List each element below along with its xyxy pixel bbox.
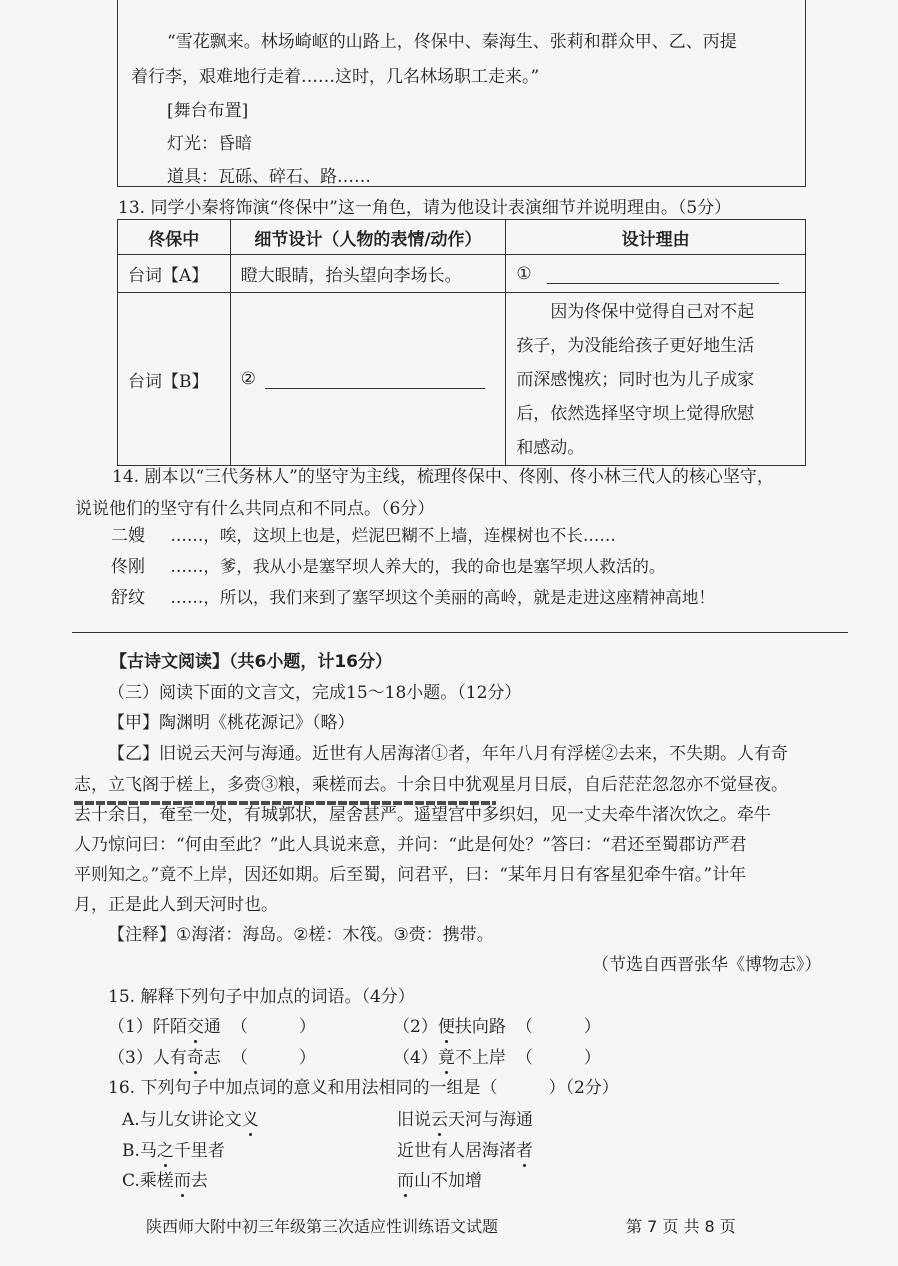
item-text: 志: [203, 1048, 221, 1068]
dotted-word: 而: [173, 1171, 191, 1191]
q14-prompt-line1: 14. 剧本以“三代务林人”的坚守为主线，梳理佟保中、佟刚、佟小林三代人的核心坚守，: [112, 467, 774, 487]
item-num: （1）: [108, 1017, 153, 1037]
passage-yi-line: 月，正是此人到天河时也。: [74, 895, 278, 915]
quote-text: ……，唉，这坝上也是，烂泥巴糊不上墙，连棵树也不长……: [170, 526, 616, 545]
dotted-word: 交: [186, 1017, 204, 1037]
quote-text: ……，所以，我们来到了塞罕坝这个美丽的高岭，就是走进这座精神高地！: [170, 588, 715, 607]
passage-notes: 【注释】①海渚：海岛。②槎：木筏。③赍：携带。: [108, 925, 494, 945]
q13-row-a-reason: [506, 255, 806, 293]
answer-paren-3[interactable]: （ ）: [230, 1048, 316, 1068]
q15-item-1: [108, 1012, 316, 1037]
passage-yi-line: 去十余日，奄至一处，有城郭状，屋舍甚严。遥望宫中多织妇，见一丈夫牵牛渚次饮之。牵牛: [74, 805, 771, 825]
dotted-word: 云: [431, 1110, 448, 1130]
answer-paren-4[interactable]: （ ）: [515, 1048, 601, 1068]
q13-row-b: [118, 293, 806, 466]
speaker: 二嫂: [111, 526, 145, 546]
q13-row-b-detail: [230, 293, 506, 466]
q13-table-header: [118, 220, 806, 255]
q16-option-b-right: [397, 1136, 533, 1161]
reason-line: 因为佟保中觉得自己对不起: [550, 302, 755, 322]
option-text: 近世有人居海渚: [397, 1141, 516, 1161]
item-num: （4）: [393, 1048, 438, 1068]
classical-section-title: 【古诗文阅读】（共6小题，计16分）: [110, 652, 392, 672]
option-text: 旧说: [397, 1110, 431, 1130]
footer-title: 陕西师大附中初三年级第三次适应性训练语文试题: [146, 1217, 499, 1236]
q13-header-role: 佟保中: [118, 220, 231, 255]
q13-row-a: [118, 255, 806, 293]
passage-yi-line: 人乃惊问曰：“何由至此？”此人具说来意，并问：“此是何处？”答曰：“君还至蜀郡访严君: [74, 835, 747, 855]
q16-option-b: [122, 1136, 225, 1161]
reason-line: 孩子，为没能给孩子更好地生活: [516, 336, 755, 356]
q16-option-a: [122, 1105, 259, 1130]
q16-option-c: [122, 1166, 208, 1191]
wavy-underline-mark: [74, 801, 496, 805]
option-text: 山不加增: [414, 1171, 482, 1191]
q14-quote-3: [111, 583, 715, 608]
q16-option-a-right: [397, 1105, 533, 1130]
reason-line: 而深感愧疚；同时也为儿子成家: [516, 370, 755, 390]
option-text: 千里者: [173, 1141, 225, 1161]
item-text: 不上岸: [454, 1048, 506, 1068]
item-text: 通: [203, 1017, 221, 1037]
q14-quote-2: [111, 552, 665, 577]
q16-prompt: 16. 下列句子中加点词的意义和用法相同的一组是（ ）（2分）: [108, 1078, 619, 1098]
item-num: （3）: [108, 1048, 153, 1068]
answer-blank-1[interactable]: [547, 265, 779, 284]
q14-quote-1: [111, 521, 616, 546]
reason-line: 后，依然选择坚守坝上觉得欣慰: [516, 404, 755, 424]
q13-header-reason: 设计理由: [506, 220, 806, 255]
dotted-word: 便: [437, 1017, 455, 1037]
option-text: 去: [190, 1171, 208, 1191]
answer-paren-1[interactable]: （ ）: [230, 1017, 316, 1037]
speaker: 佟刚: [111, 557, 145, 577]
footer-page-number: 第 7 页 共 8 页: [626, 1217, 736, 1236]
dotted-word: 竟: [437, 1048, 455, 1068]
q13-row-a-detail: 瞪大眼睛，抬头望向李场长。: [230, 255, 506, 293]
q13-prompt: 13. 同学小秦将饰演“佟保中”这一角色，请为他设计表演细节并说明理由。（5分）: [118, 198, 732, 218]
passage-yi-line: 【乙】旧说云天河与海通。近世有人居海渚①者，年年八月有浮槎②去来，不失期。人有奇: [108, 744, 788, 764]
passage-jia: 【甲】陶渊明《桃花源记》（略）: [108, 713, 355, 733]
q13-answer-mark-2: ②: [240, 369, 256, 389]
dotted-word: 者: [516, 1141, 533, 1161]
reason-line: 和感动。: [516, 438, 585, 458]
option-text: 天河与海通: [448, 1110, 533, 1130]
q13-answer-mark-1: ①: [516, 263, 532, 284]
stage-props: 道具：瓦砾、碎石、路……: [167, 167, 371, 187]
option-text: 与儿女讲论文: [139, 1110, 242, 1130]
q13-table: [117, 219, 806, 466]
passage-yi-line: 志，立飞阁于槎上，多赍③粮，乘槎而去。十余日中犹观星月日辰，自后茫茫忽忽亦不觉昼夜。: [74, 775, 788, 795]
item-num: （2）: [393, 1017, 438, 1037]
q13-row-b-reason: [506, 293, 806, 466]
q15-item-2: [393, 1012, 601, 1037]
option-text: 乘槎: [139, 1171, 174, 1191]
stage-setting-heading: [舞台布置]: [167, 101, 249, 121]
q15-item-4: [393, 1043, 601, 1068]
option-letter: B.: [122, 1141, 140, 1161]
q15-item-3: [108, 1043, 316, 1068]
section-divider: [72, 632, 848, 633]
passage-yi-line: 平则知之。”竟不上岸，因还如期。后至蜀，问君平，曰：“某年月日有客星犯牵牛宿。”计年: [74, 865, 747, 885]
item-text: 阡陌: [152, 1017, 187, 1037]
item-text: 人有: [152, 1048, 187, 1068]
q13-header-detail: 细节设计（人物的表情/动作）: [230, 220, 506, 255]
answer-paren-2[interactable]: （ ）: [515, 1017, 601, 1037]
speaker: 舒纹: [111, 588, 145, 608]
dotted-word: 义: [241, 1110, 259, 1130]
dotted-word: 而: [397, 1171, 414, 1191]
part3-instruction: （三）阅读下面的文言文，完成15～18小题。（12分）: [108, 683, 522, 703]
quote-text: ……，爹，我从小是塞罕坝人养大的，我的命也是塞罕坝人救活的。: [170, 557, 666, 576]
q16-option-c-right: [397, 1166, 482, 1191]
dotted-word: 之: [156, 1141, 174, 1161]
q15-prompt: 15. 解释下列句子中加点的词语。（4分）: [108, 987, 415, 1007]
option-text: 马: [139, 1141, 157, 1161]
q14-prompt-line2: 说说他们的坚守有什么共同点和不同点。（6分）: [75, 499, 435, 519]
dotted-word: 奇: [186, 1048, 204, 1068]
option-letter: C.: [122, 1171, 140, 1191]
stage-quote-line1: “雪花飘来。林场崎岖的山路上，佟保中、秦海生、张莉和群众甲、乙、丙提: [167, 32, 737, 52]
stage-quote-line2: 着行李，艰难地行走着……这时，几名林场职工走来。”: [131, 67, 540, 87]
q13-row-a-label: 台词【A】: [118, 255, 231, 293]
option-letter: A.: [122, 1110, 140, 1130]
stage-lighting: 灯光：昏暗: [167, 134, 252, 154]
answer-blank-2[interactable]: [265, 370, 485, 389]
passage-source: （节选自西晋张华《博物志》）: [592, 955, 822, 975]
q13-row-b-label: 台词【B】: [118, 293, 231, 466]
item-text: 扶向路: [454, 1017, 506, 1037]
